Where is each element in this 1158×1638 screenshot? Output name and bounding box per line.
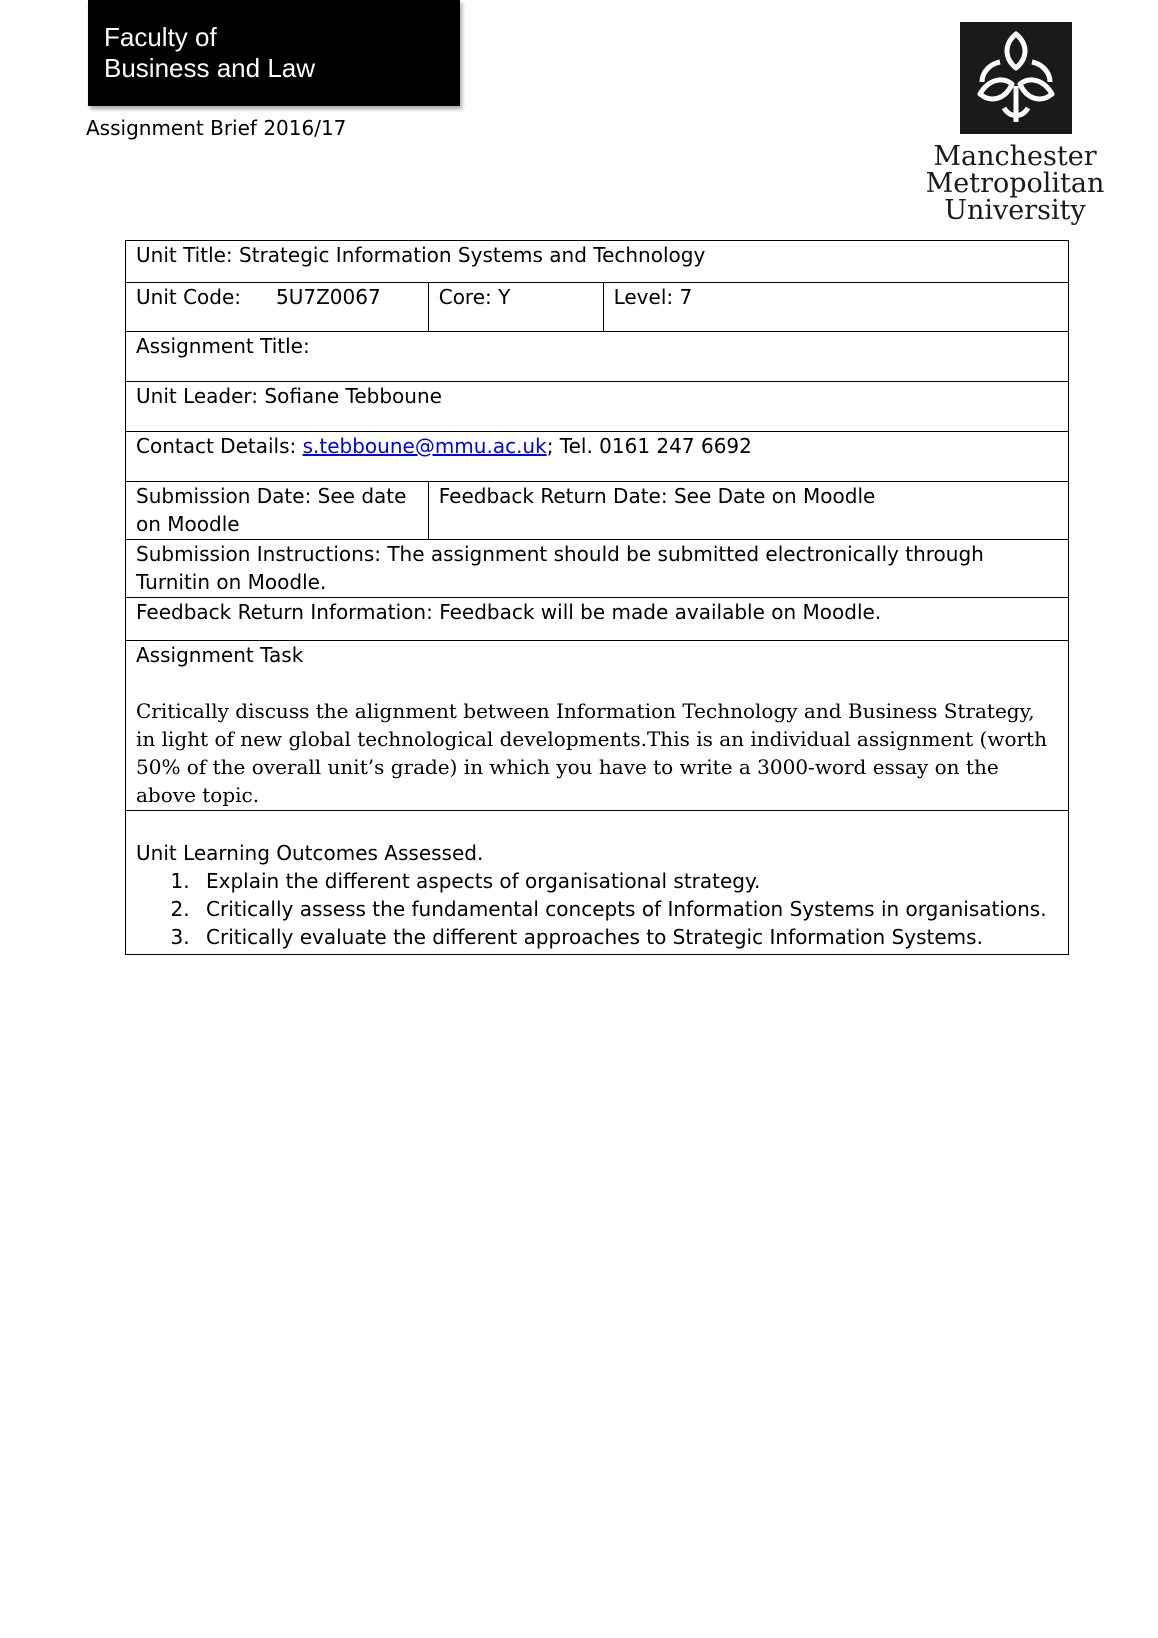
row-contact [126, 432, 1069, 482]
assignment-brief-title: Assignment Brief 2016/17 [86, 116, 347, 140]
outcomes-heading: Unit Learning Outcomes Assessed. [136, 841, 484, 865]
outcome-item: 3. Critically evaluate the different approaches to Strategic Information Systems. [196, 923, 1058, 951]
unit-code-cell [126, 283, 429, 332]
task-heading: Assignment Task [136, 643, 304, 667]
contact-email-link[interactable]: s.tebboune@mmu.ac.uk [302, 434, 547, 458]
assignment-title-cell: Assignment Title: [126, 332, 1069, 382]
row-dates [126, 482, 1069, 540]
row-assignment-task [126, 641, 1069, 811]
logo-text-university: University [944, 195, 1086, 226]
submission-instructions-cell: Submission Instructions: The assignment should be submitted electronically through Turnitin on Moodle. [126, 540, 1069, 598]
contact-tel: ; Tel. 0161 247 6692 [546, 434, 752, 458]
level-cell: Level: 7 [603, 283, 1068, 332]
unit-leader-cell: Unit Leader: Sofiane Tebboune [126, 382, 1069, 432]
assignment-brief-table [125, 240, 1069, 955]
unit-code-label: Unit Code: [136, 285, 242, 309]
logo-text-manchester: Manchester [933, 141, 1097, 172]
feedback-info-cell: Feedback Return Information: Feedback will be made available on Moodle. [126, 598, 1069, 641]
submission-date-cell: Submission Date: See date on Moodle [126, 482, 429, 540]
faculty-line-1: Faculty of [104, 22, 217, 52]
feedback-return-date-cell: Feedback Return Date: See Date on Moodle [428, 482, 1068, 540]
outcomes-list [136, 867, 1058, 951]
row-unit-code [126, 283, 1069, 332]
learning-outcomes-cell [126, 811, 1069, 955]
faculty-line-2: Business and Law [104, 53, 316, 83]
row-learning-outcomes [126, 811, 1069, 955]
row-unit-leader [126, 382, 1069, 432]
logo-text-metropolitan: Metropolitan [925, 168, 1105, 199]
contact-details-cell [126, 432, 1069, 482]
row-assignment-title [126, 332, 1069, 382]
assignment-task-cell [126, 641, 1069, 811]
unit-code-value: 5U7Z0067 [276, 285, 381, 309]
faculty-banner [88, 0, 460, 106]
outcome-item: 2. Critically assess the fundamental concepts of Information Systems in organisations. [196, 895, 1058, 923]
row-feedback-info [126, 598, 1069, 641]
row-unit-title [126, 241, 1069, 283]
outcome-item: 1. Explain the different aspects of organisational strategy. [196, 867, 1058, 895]
row-submission-instructions [126, 540, 1069, 598]
unit-title-cell: Unit Title: Strategic Information Systems and Technology [126, 241, 1069, 283]
core-cell: Core: Y [428, 283, 603, 332]
task-text: Critically discuss the alignment between Information Technology and Business Strategy, in light of new global technological developments.This is an individual assignment (worth 50% of the overall unit’s grade) in which you have to write a 3000-word essay on the above topic. [136, 699, 1047, 807]
contact-label: Contact Details: [136, 434, 303, 458]
university-crest-icon [960, 22, 1072, 134]
